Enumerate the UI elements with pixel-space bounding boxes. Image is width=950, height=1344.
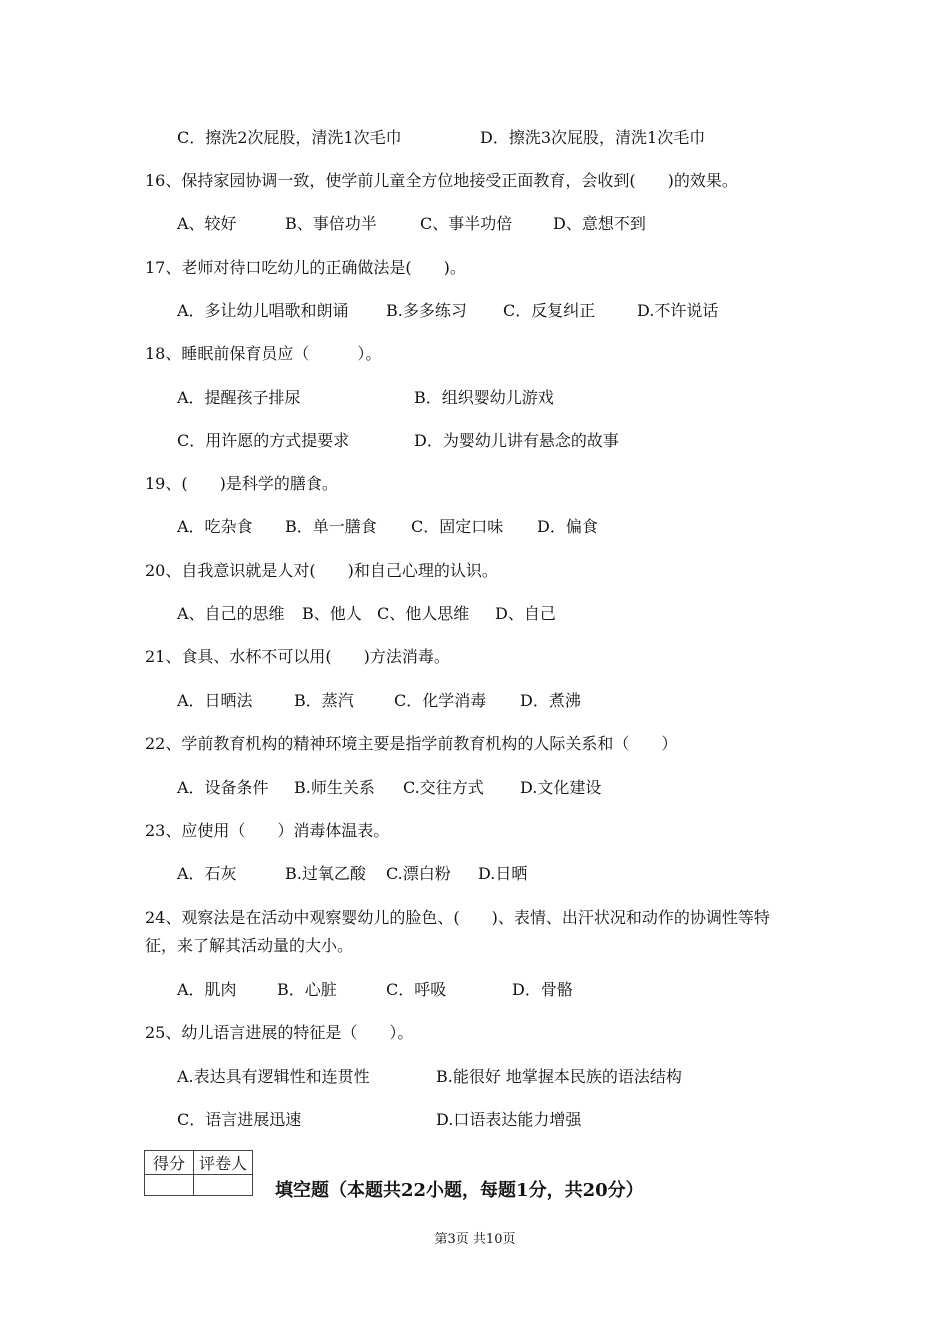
q16-option-b: B、事倍功半 (285, 214, 377, 233)
q23-option-b: B.过氧乙酸 (285, 864, 366, 883)
q19-option-d: D．偏食 (537, 517, 598, 536)
q17-option-b: B.多多练习 (386, 301, 467, 320)
q25-option-c: C．语言进展迅速 (177, 1110, 302, 1129)
section-title: 填空题（本题共22小题，每题1分，共20分） (275, 1180, 644, 1201)
q20-option-d: D、自己 (495, 604, 556, 623)
page-footer: 第3页 共10页 (434, 1232, 516, 1247)
q21-option-a: A．日晒法 (177, 691, 253, 710)
q18-option-a: A．提醒孩子排尿 (177, 388, 301, 407)
q20-option-c: C、他人思维 (377, 604, 470, 623)
q15-option-c: C．擦洗2次屁股，清洗1次毛巾 (177, 128, 402, 147)
q25-option-d: D.口语表达能力增强 (436, 1110, 582, 1129)
question-16-stem: 16、保持家园协调一致，使学前儿童全方位地接受正面教育，会收到( )的效果。 (145, 171, 738, 190)
q21-option-d: D．煮沸 (520, 691, 581, 710)
q16-option-a: A、较好 (177, 214, 237, 233)
score-table (144, 1150, 253, 1196)
q19-option-c: C．固定口味 (411, 517, 504, 536)
q21-option-b: B．蒸汽 (294, 691, 354, 710)
question-17-stem: 17、老师对待口吃幼儿的正确做法是( )。 (145, 258, 466, 277)
q17-option-d: D.不许说话 (637, 301, 719, 320)
q18-option-b: B．组织婴幼儿游戏 (414, 388, 554, 407)
question-24-stem-line1: 24、观察法是在活动中观察婴幼儿的脸色、( )、表情、出汗状况和动作的协调性等特 (145, 908, 770, 927)
q18-option-c: C．用许愿的方式提要求 (177, 431, 350, 450)
q16-option-d: D、意想不到 (553, 214, 646, 233)
q22-option-d: D.文化建设 (520, 778, 602, 797)
score-cell (145, 1175, 194, 1196)
question-25-stem: 25、幼儿语言进展的特征是（ ）。 (145, 1023, 414, 1042)
q22-option-c: C.交往方式 (403, 778, 484, 797)
q23-option-c: C.漂白粉 (386, 864, 451, 883)
q24-option-b: B．心脏 (277, 980, 337, 999)
q19-option-a: A．吃杂食 (177, 517, 253, 536)
q24-option-d: D．骨骼 (512, 980, 573, 999)
q24-option-c: C．呼吸 (386, 980, 447, 999)
q18-option-d: D．为婴幼儿讲有悬念的故事 (414, 431, 619, 450)
q17-option-c: C．反复纠正 (503, 301, 596, 320)
question-19-stem: 19、( )是科学的膳食。 (145, 474, 338, 493)
q19-option-b: B．单一膳食 (285, 517, 377, 536)
question-18-stem: 18、睡眠前保育员应（ ）。 (145, 344, 382, 363)
q22-option-a: A．设备条件 (177, 778, 269, 797)
q23-option-d: D.日晒 (478, 864, 528, 883)
q22-option-b: B.师生关系 (294, 778, 375, 797)
question-21-stem: 21、食具、水杯不可以用( )方法消毒。 (145, 647, 450, 666)
grader-label: 评卷人 (194, 1151, 253, 1175)
q20-option-b: B、他人 (302, 604, 362, 623)
question-23-stem: 23、应使用（ ）消毒体温表。 (145, 821, 390, 840)
q25-option-b: B.能很好 地掌握本民族的语法结构 (436, 1067, 682, 1086)
q21-option-c: C．化学消毒 (394, 691, 487, 710)
q17-option-a: A．多让幼儿唱歌和朗诵 (177, 301, 349, 320)
q25-option-a: A.表达具有逻辑性和连贯性 (177, 1067, 370, 1086)
grader-cell (194, 1175, 253, 1196)
q23-option-a: A．石灰 (177, 864, 237, 883)
question-20-stem: 20、自我意识就是人对( )和自己心理的认识。 (145, 561, 498, 580)
q24-option-a: A．肌肉 (177, 980, 237, 999)
q15-option-d: D．擦洗3次屁股，清洗1次毛巾 (480, 128, 706, 147)
q20-option-a: A、自己的思维 (177, 604, 285, 623)
score-label: 得分 (145, 1151, 194, 1175)
question-24-stem-line2: 征，来了解其活动量的大小。 (145, 936, 354, 955)
question-22-stem: 22、学前教育机构的精神环境主要是指学前教育机构的人际关系和（ ） (145, 734, 678, 753)
q16-option-c: C、事半功倍 (420, 214, 513, 233)
